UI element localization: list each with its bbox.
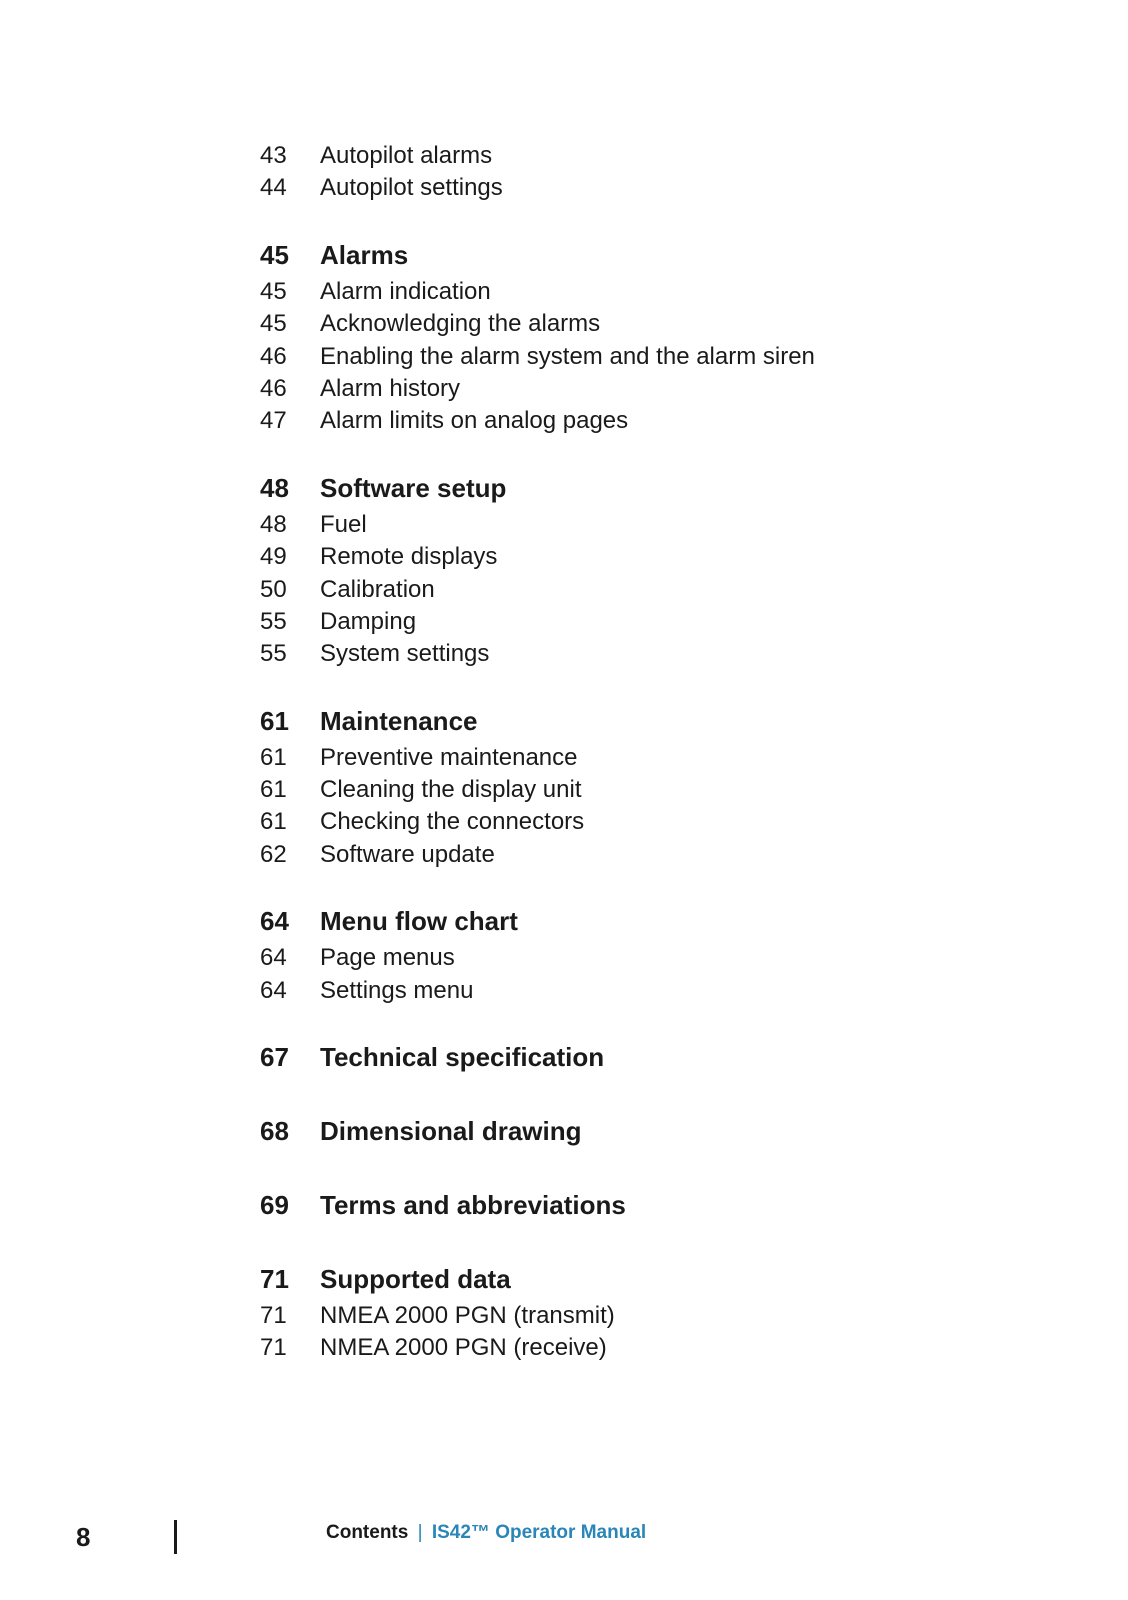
toc-entry-page: 64 bbox=[260, 944, 287, 972]
toc-entry-page: 61 bbox=[260, 808, 287, 836]
toc-entry[interactable] bbox=[260, 278, 1060, 310]
toc-entry-title: Cleaning the display unit bbox=[320, 776, 582, 804]
toc-entry[interactable] bbox=[260, 640, 1060, 672]
toc-entry[interactable] bbox=[260, 543, 1060, 575]
toc-entry-page: 46 bbox=[260, 342, 287, 370]
toc-entry[interactable] bbox=[260, 310, 1060, 342]
running-footer bbox=[326, 1522, 646, 1544]
toc-entry-title: Autopilot alarms bbox=[320, 142, 493, 169]
toc-entry-page: 47 bbox=[260, 407, 287, 435]
toc-entry-title: Settings menu bbox=[320, 976, 474, 1004]
toc-entry[interactable] bbox=[260, 841, 1060, 873]
toc-entry[interactable] bbox=[260, 776, 1060, 808]
toc-group bbox=[260, 1042, 1060, 1080]
toc-entry-page: 55 bbox=[260, 607, 287, 635]
toc-entry-title: NMEA 2000 PGN (transmit) bbox=[320, 1302, 615, 1330]
toc-entry-title: Preventive maintenance bbox=[320, 743, 578, 771]
toc-heading[interactable] bbox=[260, 1190, 1060, 1228]
toc-entry[interactable] bbox=[260, 977, 1060, 1009]
toc-heading[interactable] bbox=[260, 906, 1060, 944]
toc-entry-page: 44 bbox=[260, 174, 287, 202]
toc-heading[interactable] bbox=[260, 706, 1060, 744]
footer-manual-title: IS42™ Operator Manual bbox=[431, 1522, 647, 1543]
toc-entry-title: Alarm indication bbox=[320, 277, 491, 305]
footer-section-title: Contents bbox=[326, 1522, 409, 1543]
toc-heading-title: Alarms bbox=[320, 239, 409, 270]
toc-entry[interactable] bbox=[260, 375, 1060, 407]
toc-heading[interactable] bbox=[260, 1042, 1060, 1080]
table-of-contents bbox=[260, 142, 1060, 1400]
toc-entry-page: 45 bbox=[260, 277, 287, 305]
toc-entry-page: 48 bbox=[260, 510, 287, 538]
toc-entry-page: 46 bbox=[260, 374, 287, 402]
toc-entry[interactable] bbox=[260, 744, 1060, 776]
page-footer bbox=[0, 1512, 1128, 1572]
toc-entry-title: Calibration bbox=[320, 575, 435, 603]
toc-entry-page: 43 bbox=[260, 142, 287, 169]
toc-entry[interactable] bbox=[260, 808, 1060, 840]
toc-heading[interactable] bbox=[260, 240, 1060, 278]
toc-entry-title: Acknowledging the alarms bbox=[320, 310, 601, 338]
toc-group bbox=[260, 1116, 1060, 1154]
footer-separator: | bbox=[417, 1522, 423, 1543]
toc-entry-page: 71 bbox=[260, 1302, 287, 1330]
toc-group bbox=[260, 473, 1060, 673]
toc-group bbox=[260, 1190, 1060, 1228]
toc-heading-page: 45 bbox=[260, 239, 289, 270]
toc-entry-page: 55 bbox=[260, 640, 287, 668]
toc-heading-page: 61 bbox=[260, 705, 289, 736]
toc-entry-title: Remote displays bbox=[320, 543, 498, 571]
toc-entry-title: Enabling the alarm system and the alarm siren bbox=[320, 342, 815, 370]
toc-heading-page: 67 bbox=[260, 1042, 289, 1073]
toc-entry-page: 45 bbox=[260, 310, 287, 338]
toc-heading-title: Technical specification bbox=[320, 1042, 605, 1073]
toc-entry[interactable] bbox=[260, 407, 1060, 439]
toc-group bbox=[260, 240, 1060, 440]
toc-entry[interactable] bbox=[260, 944, 1060, 976]
toc-heading-page: 71 bbox=[260, 1264, 289, 1295]
toc-group bbox=[260, 706, 1060, 874]
toc-heading[interactable] bbox=[260, 1264, 1060, 1302]
toc-entry-title: Software update bbox=[320, 840, 495, 868]
toc-entry-title: System settings bbox=[320, 640, 490, 668]
toc-entry-title: Autopilot settings bbox=[320, 174, 503, 202]
toc-heading-page: 69 bbox=[260, 1190, 289, 1221]
toc-entry[interactable] bbox=[260, 511, 1060, 543]
toc-heading-title: Software setup bbox=[320, 472, 507, 503]
toc-heading-title: Menu flow chart bbox=[320, 906, 518, 937]
page-number: 8 bbox=[76, 1522, 91, 1552]
toc-entry-title: Alarm limits on analog pages bbox=[320, 407, 629, 435]
toc-entry[interactable] bbox=[260, 1334, 1060, 1366]
toc-entry[interactable] bbox=[260, 608, 1060, 640]
toc-heading[interactable] bbox=[260, 473, 1060, 511]
toc-entry-page: 62 bbox=[260, 840, 287, 868]
toc-entry-page: 61 bbox=[260, 743, 287, 771]
toc-heading-title: Terms and abbreviations bbox=[320, 1190, 626, 1221]
toc-heading-page: 48 bbox=[260, 472, 289, 503]
toc-entry-page: 64 bbox=[260, 976, 287, 1004]
footer-divider bbox=[174, 1520, 177, 1554]
toc-heading-title: Supported data bbox=[320, 1264, 511, 1295]
toc-heading-page: 68 bbox=[260, 1116, 289, 1147]
toc-entry-page: 71 bbox=[260, 1334, 287, 1362]
toc-entry-title: Fuel bbox=[320, 510, 367, 538]
toc-group bbox=[260, 906, 1060, 1009]
toc-entry[interactable] bbox=[260, 576, 1060, 608]
toc-entry[interactable] bbox=[260, 1302, 1060, 1334]
toc-entry-title: Alarm history bbox=[320, 374, 461, 402]
toc-entry-title: Page menus bbox=[320, 944, 455, 972]
toc-entry[interactable] bbox=[260, 142, 1060, 174]
toc-entry-title: Checking the connectors bbox=[320, 808, 585, 836]
toc-heading-page: 64 bbox=[260, 906, 289, 937]
toc-entry-title: NMEA 2000 PGN (receive) bbox=[320, 1334, 607, 1362]
toc-heading-title: Dimensional drawing bbox=[320, 1116, 582, 1147]
toc-heading-title: Maintenance bbox=[320, 705, 478, 736]
toc-group bbox=[260, 142, 1060, 207]
toc-entry[interactable] bbox=[260, 174, 1060, 206]
toc-entry-page: 61 bbox=[260, 776, 287, 804]
toc-entry-page: 50 bbox=[260, 575, 287, 603]
toc-entry[interactable] bbox=[260, 343, 1060, 375]
toc-heading[interactable] bbox=[260, 1116, 1060, 1154]
toc-entry-title: Damping bbox=[320, 607, 417, 635]
toc-entry-page: 49 bbox=[260, 543, 287, 571]
toc-group bbox=[260, 1264, 1060, 1367]
